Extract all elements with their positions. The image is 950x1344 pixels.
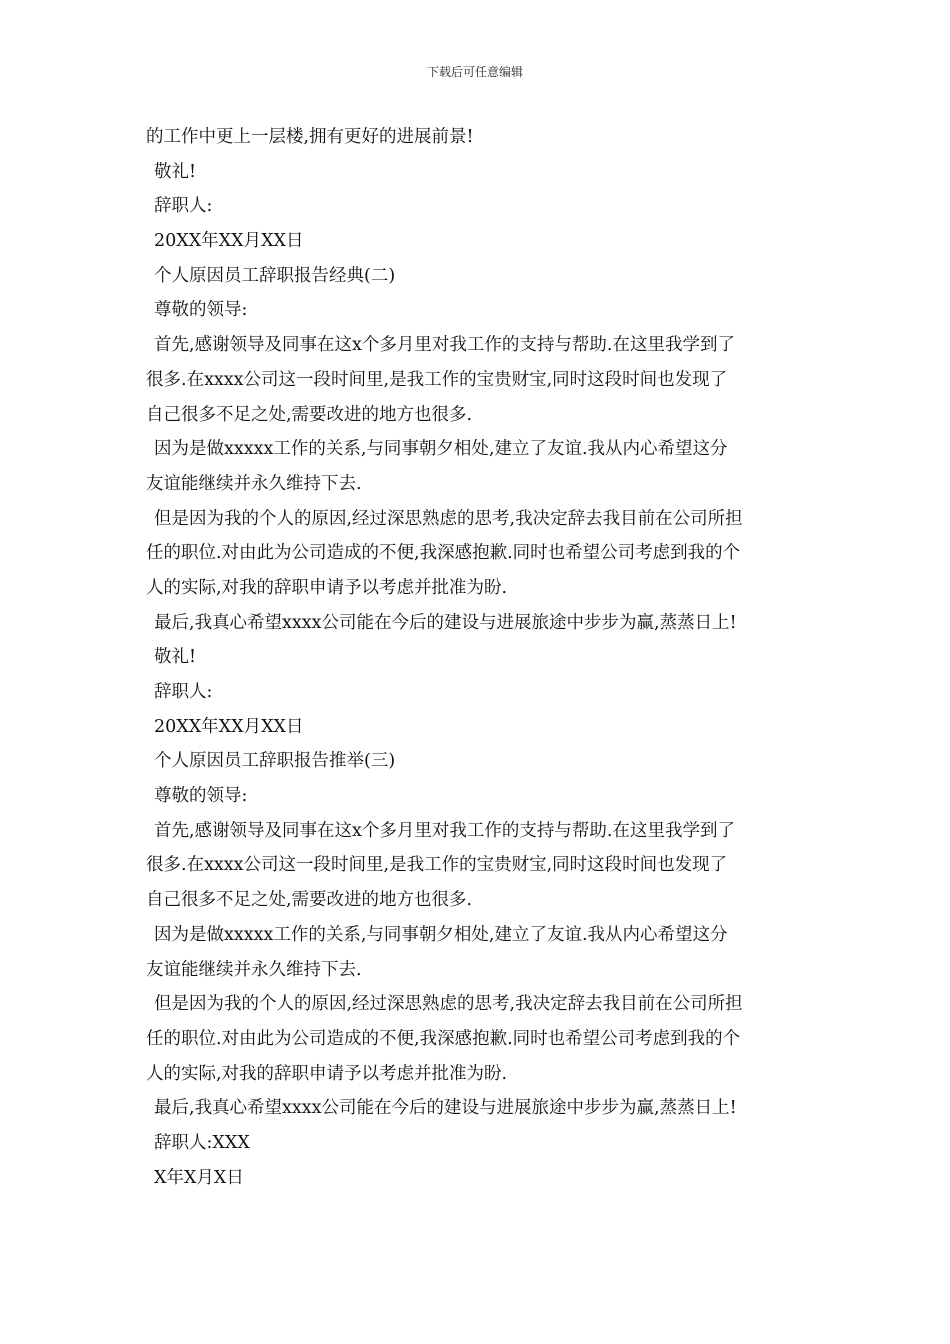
text-line: 辞职人: xyxy=(154,196,213,217)
text-line: 友谊能继续并永久维持下去. xyxy=(146,959,362,980)
text-line: 任的职位.对由此为公司造成的不便,我深感抱歉.同时也希望公司考虑到我的个 xyxy=(146,543,741,564)
text-line: 因为是做xxxxx工作的关系,与同事朝夕相处,建立了友谊.我从内心希望这分 xyxy=(154,439,728,460)
text-line: 辞职人: xyxy=(154,682,213,702)
text-line: 20XX年XX月XX日 xyxy=(154,231,304,252)
document-body xyxy=(146,120,810,1195)
text-line: 人的实际,对我的辞职申请予以考虑并批准为盼. xyxy=(146,1063,508,1084)
page-header: 下载后可任意编辑 xyxy=(426,65,523,79)
text-line: 自己很多不足之处,需要改进的地方也很多. xyxy=(146,404,473,425)
text-line: 最后,我真心希望xxxx公司能在今后的建设与进展旅途中步步为赢,蒸蒸日上! xyxy=(154,1098,737,1119)
text-line: 辞职人:XXX xyxy=(154,1132,250,1153)
text-line: 任的职位.对由此为公司造成的不便,我深感抱歉.同时也希望公司考虑到我的个 xyxy=(146,1028,741,1049)
text-line: 首先,感谢领导及同事在这x个多月里对我工作的支持与帮助.在这里我学到了 xyxy=(154,820,735,841)
text-line: 友谊能继续并永久维持下去. xyxy=(146,473,362,494)
text-line: 但是因为我的个人的原因,经过深思熟虑的思考,我决定辞去我目前在公司所担 xyxy=(154,994,743,1015)
text-line: 敬礼! xyxy=(154,161,197,182)
text-line: 个人原因员工辞职报告经典(二) xyxy=(154,265,396,286)
text-line: 的工作中更上一层楼,拥有更好的进展前景! xyxy=(146,127,474,147)
text-line: 个人原因员工辞职报告推举(三) xyxy=(154,751,396,772)
text-line: X年X月X日 xyxy=(154,1167,244,1188)
text-line: 因为是做xxxxx工作的关系,与同事朝夕相处,建立了友谊.我从内心希望这分 xyxy=(154,924,728,945)
text-line: 敬礼! xyxy=(154,647,197,668)
text-line: 尊敬的领导: xyxy=(154,300,248,321)
text-line: 人的实际,对我的辞职申请予以考虑并批准为盼. xyxy=(146,577,508,598)
text-line: 很多.在xxxx公司这一段时间里,是我工作的宝贵财宝,同时这段时间也发现了 xyxy=(146,855,728,876)
text-line: 尊敬的领导: xyxy=(154,786,248,807)
text-line: 但是因为我的个人的原因,经过深思熟虑的思考,我决定辞去我目前在公司所担 xyxy=(154,508,743,529)
text-line: 20XX年XX月XX日 xyxy=(154,716,304,737)
text-line: 自己很多不足之处,需要改进的地方也很多. xyxy=(146,890,473,911)
text-line: 最后,我真心希望xxxx公司能在今后的建设与进展旅途中步步为赢,蒸蒸日上! xyxy=(154,612,737,633)
text-line: 首先,感谢领导及同事在这x个多月里对我工作的支持与帮助.在这里我学到了 xyxy=(154,335,735,356)
text-line: 很多.在xxxx公司这一段时间里,是我工作的宝贵财宝,同时这段时间也发现了 xyxy=(146,369,728,390)
